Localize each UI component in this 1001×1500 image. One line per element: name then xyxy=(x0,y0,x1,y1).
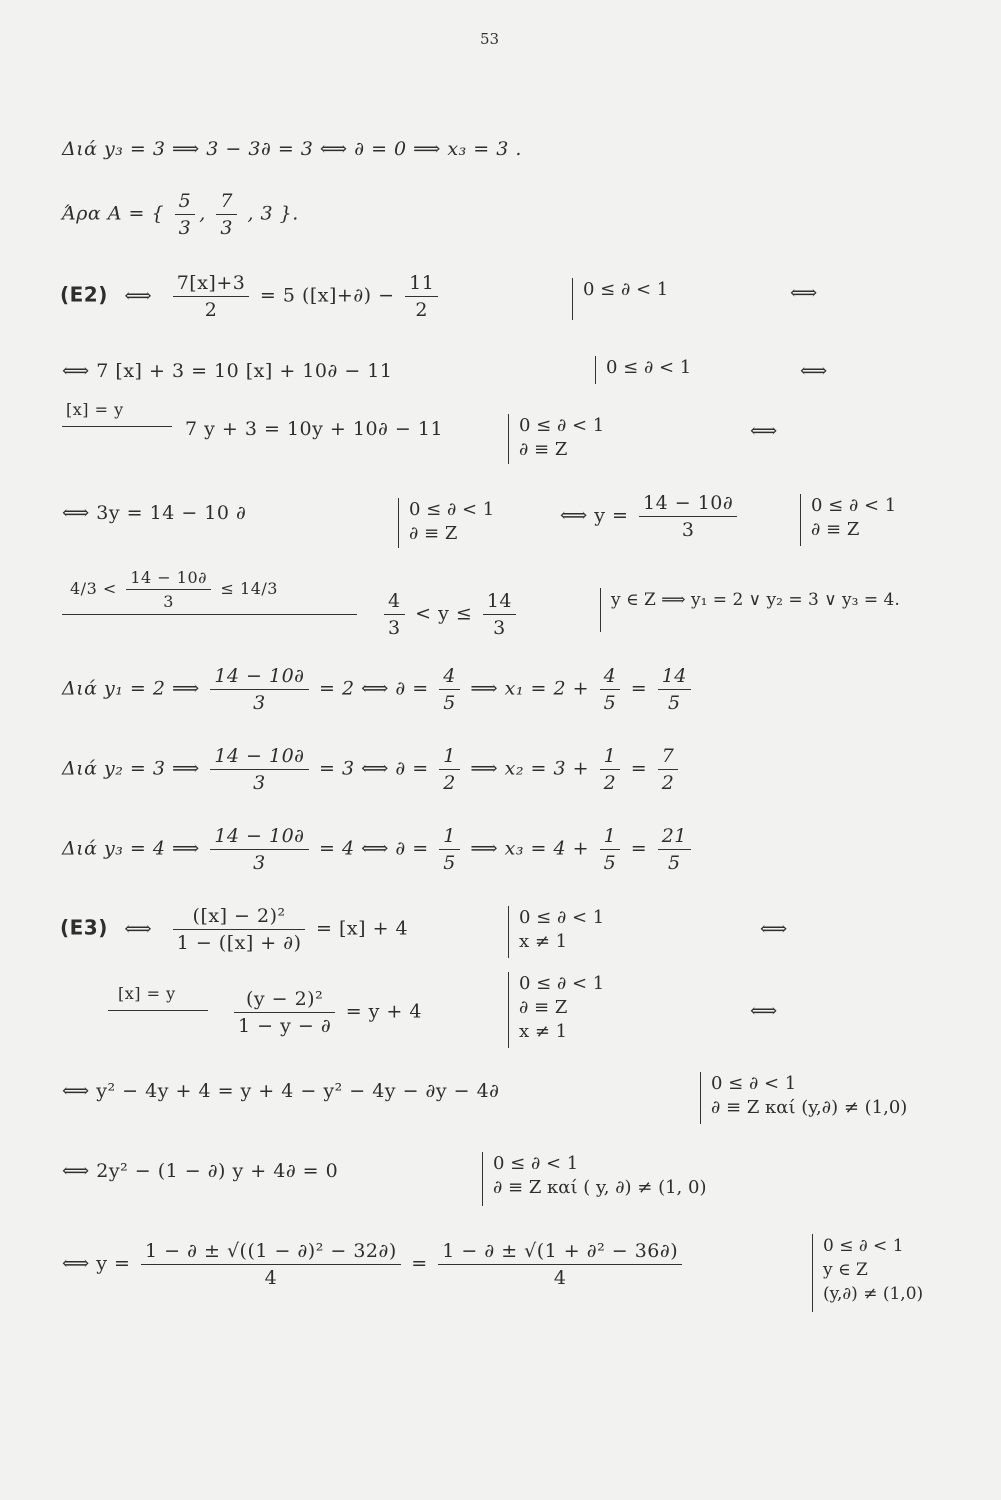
condition-line-6a: 0 ≤ ∂ < 1 ∂ ≡ Z xyxy=(398,498,494,548)
fraction: $\frac{1}{5}$ xyxy=(439,825,460,874)
equation-e2 xyxy=(60,272,442,321)
condition-line-4: 0 ≤ ∂ < 1 xyxy=(595,356,691,384)
iff-arrow: ⟺ xyxy=(750,1000,778,1022)
substitution-label: [x] = y xyxy=(66,400,124,419)
line-dia-y3: Διά y₃ = 3 ⟹ 3 − 3∂ = 3 ⟺ ∂ = 0 ⟹ x₃ = 3 . xyxy=(62,138,522,160)
line-5: 7 y + 3 = 10y + 10∂ − 11 xyxy=(185,418,444,440)
fraction: $\frac{21}{5}$ xyxy=(658,825,691,874)
line-4: ⟺ 7 [x] + 3 = 10 [x] + 10∂ − 11 xyxy=(62,360,393,382)
fraction: $\frac{1}{2}$ xyxy=(600,745,621,794)
fraction: $\frac{\text{([x] − 2)²}}{1 - ([x] + \partial)}$ xyxy=(173,905,306,954)
line-14: ⟺ 2y² − (1 − ∂) y + 4∂ = 0 xyxy=(62,1160,339,1182)
condition-line-13: 0 ≤ ∂ < 1 ∂ ≡ Z καί (y,∂) ≠ (1,0) xyxy=(700,1072,907,1124)
equation-tag-e3: (E3) xyxy=(60,915,108,940)
substitution-arrow-line xyxy=(62,426,172,427)
bound-inequality: 4/3 < $\frac{14 - 10\partial}{3}$ ≤ 14/3 xyxy=(70,568,278,611)
condition-line-5: 0 ≤ ∂ < 1 ∂ ≡ Z xyxy=(508,414,604,464)
condition-line-14: 0 ≤ ∂ < 1 ∂ ≡ Z καί ( y, ∂) ≠ (1, 0) xyxy=(482,1152,706,1206)
iff-arrow: ⟺ xyxy=(800,360,828,382)
condition-line-12: 0 ≤ ∂ < 1 ∂ ≡ Z x ≠ 1 xyxy=(508,972,604,1048)
set-a-prefix: Άρα A = { xyxy=(62,202,165,225)
line-6-solution: ⟺ y = $\frac{14 - 10\partial}{3}$ xyxy=(560,492,741,541)
fraction: $\frac{4}{5}$ xyxy=(439,665,460,714)
fraction: $\frac{5}{3}$ xyxy=(175,190,196,239)
equation-tag-e2: (E2) xyxy=(60,282,108,307)
fraction: $\frac{14}{5}$ xyxy=(658,665,691,714)
implication-arrow-line xyxy=(62,614,357,615)
fraction: $\frac{1}{5}$ xyxy=(600,825,621,874)
fraction: $\frac{14 - 10\partial}{3}$ xyxy=(126,568,211,611)
condition-e3: 0 ≤ ∂ < 1 x ≠ 1 xyxy=(508,906,604,958)
fraction: $\frac{14 - 10\partial}{3}$ xyxy=(210,745,308,794)
iff-arrow: ⟺ xyxy=(124,284,153,307)
fraction: $\frac{11}{2}$ xyxy=(405,272,438,321)
iff-arrow: ⟺ xyxy=(124,917,153,940)
condition-line-7: y ∈ Z ⟹ y₁ = 2 ∨ y₂ = 3 ∨ y₃ = 4. xyxy=(600,588,900,632)
iff-arrow: ⟺ xyxy=(790,282,818,304)
fraction: $\frac{14}{3}$ xyxy=(483,590,516,639)
substitution-arrow-line xyxy=(108,1010,208,1011)
fraction: $\frac{\text{(y − 2)²}}{1 - y - \partial}$ xyxy=(234,988,335,1037)
fraction: $\frac{14 - 10\partial}{3}$ xyxy=(210,665,308,714)
fraction: $\frac{4}{3}$ xyxy=(384,590,405,639)
line-12: $\frac{\text{(y − 2)²}}{1 - y - \partial}$ = y + 4 xyxy=(230,988,422,1037)
line-7: $\frac{4}{3}$ < y ≤ $\frac{14}{3}$ xyxy=(380,590,520,639)
fraction: $\frac{14 - 10\partial}{3}$ xyxy=(210,825,308,874)
set-a-suffix: , 3 }. xyxy=(247,202,299,225)
fraction: $\frac{\text{1 − ∂ ± √((1 − ∂)² − 32∂)}}{4}$ xyxy=(141,1240,401,1289)
fraction: $\frac{4}{5}$ xyxy=(600,665,621,714)
line-13: ⟺ y² − 4y + 4 = y + 4 − y² − 4y − ∂y − 4∂ xyxy=(62,1080,500,1102)
line-dia-y3-second: Διά y₃ = 4 ⟹ $\frac{14 - 10\partial}{3}$ = 4 ⟺ ∂ = $\frac{1}{5}$ ⟹ x₃ = 4 + $\frac{1}{5}$ = $\frac{21}{5}$ xyxy=(62,825,695,874)
fraction: $\frac{7[x]+3}{2}$ xyxy=(173,272,250,321)
condition-e2: 0 ≤ ∂ < 1 xyxy=(572,278,668,320)
fraction: $\frac{7}{2}$ xyxy=(658,745,679,794)
substitution-label: [x] = y xyxy=(118,984,176,1003)
line-set-a: Άρα A = { $\frac{5}{3}$ , $\frac{7}{3}$ , 3 }. xyxy=(62,190,299,239)
fraction: $\frac{7}{3}$ xyxy=(216,190,237,239)
fraction: $\frac{14 - 10\partial}{3}$ xyxy=(639,492,737,541)
line-15: ⟺ y = $\frac{\text{1 − ∂ ± √((1 − ∂)² − 32∂)}}{4}$ = $\frac{\text{1 − ∂ ± √(1 + ∂² − 36∂)}}{4}$ xyxy=(62,1240,686,1289)
line-dia-y2: Διά y₂ = 3 ⟹ $\frac{14 - 10\partial}{3}$ = 3 ⟺ ∂ = $\frac{1}{2}$ ⟹ x₂ = 3 + $\frac{1}{2}$ = $\frac{7}{2}$ xyxy=(62,745,682,794)
equation-text: = 5 ([x]+∂) − xyxy=(259,284,395,307)
condition-line-6b: 0 ≤ ∂ < 1 ∂ ≡ Z xyxy=(800,494,896,546)
page-number: 53 xyxy=(480,30,500,48)
condition-line-15: 0 ≤ ∂ < 1 y ∈ Z (y,∂) ≠ (1,0) xyxy=(812,1234,923,1312)
equation-e3: (E3) ⟺ $\frac{\text{([x] − 2)²}}{1 - ([x] + \partial)}$ = [x] + 4 xyxy=(60,905,409,954)
iff-arrow: ⟺ xyxy=(750,420,778,442)
line-6: ⟺ 3y = 14 − 10 ∂ xyxy=(62,502,247,524)
iff-arrow: ⟺ xyxy=(760,918,788,940)
fraction: $\frac{\text{1 − ∂ ± √(1 + ∂² − 36∂)}}{4}$ xyxy=(438,1240,682,1289)
fraction: $\frac{1}{2}$ xyxy=(439,745,460,794)
line-dia-y1: Διά y₁ = 2 ⟹ $\frac{14 - 10\partial}{3}$ = 2 ⟺ ∂ = $\frac{4}{5}$ ⟹ x₁ = 2 + $\frac{4}{5}$ = $\frac{14}{5}$ xyxy=(62,665,695,714)
